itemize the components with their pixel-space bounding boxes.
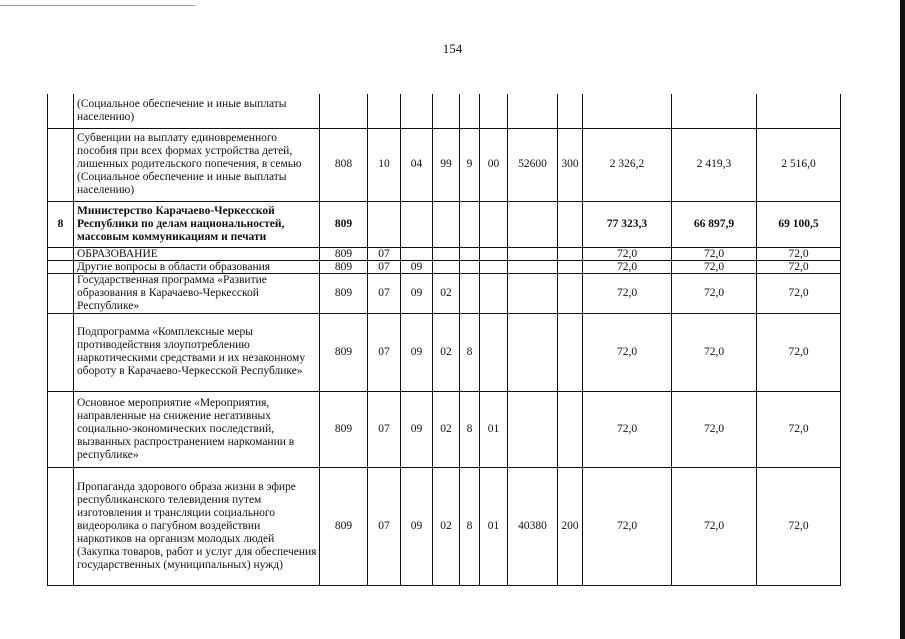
expense-type-code	[558, 94, 583, 128]
amount-year-2: 72,0	[672, 247, 757, 260]
admin-code: 809	[320, 313, 368, 391]
subprogram-code	[460, 247, 480, 260]
event-code	[480, 94, 508, 128]
section-code: 07	[368, 313, 401, 391]
direction-code: 52600	[508, 128, 558, 201]
row-number	[48, 247, 74, 260]
event-code	[480, 247, 508, 260]
expense-type-code: 200	[558, 467, 583, 585]
amount-year-2	[672, 94, 757, 128]
program-code	[433, 260, 460, 273]
direction-code: 40380	[508, 467, 558, 585]
row-name: Субвенции на выплату единовременного пособия при всех формах устройства детей, лишенных родительского попечения, в семью (Социальное обеспечение и иные выплаты населению)	[74, 128, 320, 201]
row-number	[48, 260, 74, 273]
admin-code: 808	[320, 128, 368, 201]
admin-code: 809	[320, 273, 368, 313]
amount-year-1: 72,0	[583, 313, 672, 391]
table-body	[48, 94, 841, 585]
subsection-code: 09	[401, 391, 433, 467]
subprogram-code	[460, 94, 480, 128]
event-code	[480, 273, 508, 313]
admin-code: 809	[320, 247, 368, 260]
amount-year-2: 72,0	[672, 313, 757, 391]
row-name: Другие вопросы в области образования	[74, 260, 320, 273]
section-code: 07	[368, 247, 401, 260]
section-code: 07	[368, 467, 401, 585]
section-code: 10	[368, 128, 401, 201]
subprogram-code: 8	[460, 391, 480, 467]
table-row	[48, 313, 841, 391]
amount-year-3: 72,0	[757, 247, 841, 260]
program-code: 02	[433, 313, 460, 391]
expense-type-code	[558, 313, 583, 391]
amount-year-1: 72,0	[583, 467, 672, 585]
admin-code: 809	[320, 201, 368, 247]
amount-year-2: 72,0	[672, 391, 757, 467]
direction-code	[508, 260, 558, 273]
row-name: ОБРАЗОВАНИЕ	[74, 247, 320, 260]
expense-type-code	[558, 391, 583, 467]
amount-year-2: 72,0	[672, 260, 757, 273]
program-code: 02	[433, 391, 460, 467]
table-row	[48, 273, 841, 313]
amount-year-3: 72,0	[757, 273, 841, 313]
amount-year-1	[583, 94, 672, 128]
subprogram-code: 9	[460, 128, 480, 201]
row-number	[48, 391, 74, 467]
section-code: 07	[368, 391, 401, 467]
budget-table	[47, 94, 841, 586]
row-number	[48, 94, 74, 128]
amount-year-3: 72,0	[757, 260, 841, 273]
amount-year-2: 72,0	[672, 467, 757, 585]
program-code	[433, 94, 460, 128]
admin-code: 809	[320, 391, 368, 467]
row-name: Основное мероприятие «Мероприятия, направленные на снижение негативных социально-экономических последствий, вызванных распространением наркомании в республике»	[74, 391, 320, 467]
row-number	[48, 273, 74, 313]
amount-year-3: 2 516,0	[757, 128, 841, 201]
row-number: 8	[48, 201, 74, 247]
direction-code	[508, 391, 558, 467]
program-code	[433, 201, 460, 247]
event-code: 00	[480, 128, 508, 201]
event-code	[480, 313, 508, 391]
direction-code	[508, 313, 558, 391]
expense-type-code: 300	[558, 128, 583, 201]
event-code	[480, 260, 508, 273]
subsection-code: 09	[401, 273, 433, 313]
subsection-code: 04	[401, 128, 433, 201]
expense-type-code	[558, 273, 583, 313]
amount-year-1: 72,0	[583, 247, 672, 260]
row-name: Государственная программа «Развитие образования в Карачаево-Черкесской Республике»	[74, 273, 320, 313]
table-row	[48, 128, 841, 201]
row-number	[48, 313, 74, 391]
table-row	[48, 94, 841, 128]
subsection-code: 09	[401, 313, 433, 391]
event-code	[480, 201, 508, 247]
event-code: 01	[480, 467, 508, 585]
row-number	[48, 128, 74, 201]
expense-type-code	[558, 260, 583, 273]
subsection-code	[401, 247, 433, 260]
row-name: Министерство Карачаево-Черкесской Республики по делам национальностей, массовым коммуникациям и печати	[74, 201, 320, 247]
subsection-code	[401, 94, 433, 128]
page-number: 154	[442, 41, 463, 56]
page-edge	[900, 0, 905, 639]
expense-type-code	[558, 247, 583, 260]
direction-code	[508, 273, 558, 313]
amount-year-3: 72,0	[757, 467, 841, 585]
subprogram-code	[460, 260, 480, 273]
table-row	[48, 467, 841, 585]
subsection-code	[401, 201, 433, 247]
amount-year-3	[757, 94, 841, 128]
event-code: 01	[480, 391, 508, 467]
row-name: Подпрограмма «Комплексные меры противодействия злоупотреблению наркотическими средствами и их незаконному обороту в Карачаево-Черкесской Республике»	[74, 313, 320, 391]
row-number	[48, 467, 74, 585]
amount-year-3: 72,0	[757, 313, 841, 391]
amount-year-1: 72,0	[583, 260, 672, 273]
table-row	[48, 391, 841, 467]
admin-code: 809	[320, 467, 368, 585]
direction-code	[508, 94, 558, 128]
admin-code: 809	[320, 260, 368, 273]
amount-year-1: 2 326,2	[583, 128, 672, 201]
program-code	[433, 247, 460, 260]
section-code: 07	[368, 260, 401, 273]
amount-year-1: 72,0	[583, 391, 672, 467]
row-name: Пропаганда здорового образа жизни в эфире республиканского телевидения путем изготовления и трансляции социального видеоролика о пагубном воздействии наркотиков на организм молодых людей (Закупка товаров, работ и услуг для обеспечения государственных (муниципальных) нужд)	[74, 467, 320, 585]
subprogram-code: 8	[460, 467, 480, 585]
admin-code	[320, 94, 368, 128]
amount-year-3: 72,0	[757, 391, 841, 467]
amount-year-2: 2 419,3	[672, 128, 757, 201]
subprogram-code	[460, 273, 480, 313]
table-row	[48, 260, 841, 273]
direction-code	[508, 247, 558, 260]
program-code: 02	[433, 467, 460, 585]
table-row	[48, 247, 841, 260]
amount-year-2: 66 897,9	[672, 201, 757, 247]
expense-type-code	[558, 201, 583, 247]
table-row	[48, 201, 841, 247]
amount-year-1: 72,0	[583, 273, 672, 313]
subprogram-code: 8	[460, 313, 480, 391]
amount-year-2: 72,0	[672, 273, 757, 313]
amount-year-3: 69 100,5	[757, 201, 841, 247]
section-code	[368, 94, 401, 128]
subprogram-code	[460, 201, 480, 247]
direction-code	[508, 201, 558, 247]
subsection-code: 09	[401, 260, 433, 273]
subsection-code: 09	[401, 467, 433, 585]
amount-year-1: 77 323,3	[583, 201, 672, 247]
program-code: 99	[433, 128, 460, 201]
section-code: 07	[368, 273, 401, 313]
top-rule	[0, 5, 195, 6]
program-code: 02	[433, 273, 460, 313]
row-name: (Социальное обеспечение и иные выплаты населению)	[74, 94, 320, 128]
section-code	[368, 201, 401, 247]
